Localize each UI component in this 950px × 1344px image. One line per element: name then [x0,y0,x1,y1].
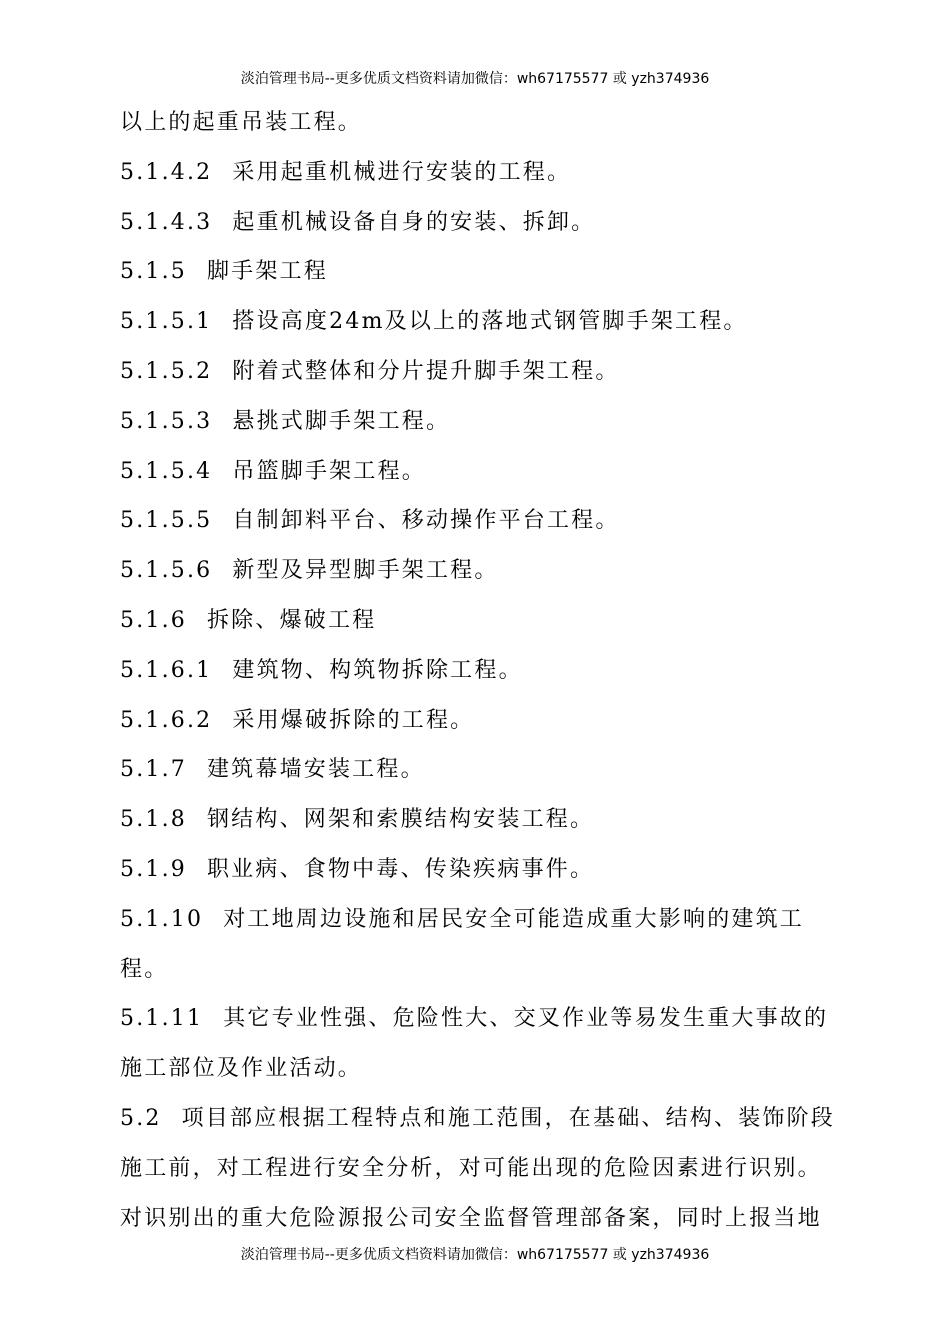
clause-text: 自制卸料平台、移动操作平台工程。 [232,508,620,534]
clause-number: 5.1.5.1 [120,309,213,335]
paragraph-line [120,1144,832,1194]
paragraph-line [120,1194,832,1244]
paragraph-line [120,397,832,447]
clause-text: 搭设高度24m及以上的落地式钢管脚手架工程。 [232,309,748,335]
paragraph-line [120,546,832,596]
clause-number: 5.1.10 [120,906,204,932]
paragraph-line [120,1094,835,1144]
clause-number: 5.1.9 [120,856,187,882]
clause-number: 5.2 [120,1105,162,1131]
document-body [120,98,835,1243]
clause-text: 采用起重机械进行安装的工程。 [232,159,572,185]
paragraph-line [120,98,832,148]
paragraph-line [120,646,832,696]
clause-number: 5.1.7 [120,757,187,783]
paragraph-line [120,845,832,895]
paragraph-line [120,247,832,297]
paragraph-line [120,297,832,347]
paragraph-line [120,895,832,945]
clause-number: 5.1.5.3 [120,408,213,434]
clause-number: 5.1.6.1 [120,657,213,683]
clause-number: 5.1.5.6 [120,558,213,584]
clause-text: 对识别出的重大危险源报公司安全监督管理部备案，同时上报当地 [120,1205,822,1231]
paragraph-line [120,945,832,995]
clause-text: 对工地周边设施和居民安全可能造成重大影响的建筑工 [223,906,804,932]
paragraph-line [120,1044,832,1094]
paragraph-line [120,496,832,546]
paragraph-line [120,745,832,795]
clause-number: 5.1.11 [120,1006,204,1032]
clause-number: 5.1.5.4 [120,458,213,484]
clause-text: 吊篮脚手架工程。 [232,458,426,484]
clause-text: 建筑幕墙安装工程。 [206,757,425,783]
clause-text: 程。 [120,956,169,982]
page-footer: 淡泊管理书局--更多优质文档资料请加微信：wh67175577 或 yzh374936 [240,1247,710,1263]
clause-text: 项目部应根据工程特点和施工范围，在基础、结构、装饰阶段 [181,1105,835,1131]
clause-text: 拆除、爆破工程 [206,607,377,633]
paragraph-line [120,994,832,1044]
clause-number: 5.1.6.2 [120,707,213,733]
clause-text: 以上的起重吊装工程。 [120,110,363,135]
clause-text: 新型及异型脚手架工程。 [232,558,499,584]
clause-text: 职业病、食物中毒、传染疾病事件。 [206,856,595,882]
clause-number: 5.1.4.2 [120,159,213,185]
clause-text: 悬挑式脚手架工程。 [232,408,451,434]
paragraph-line [120,347,832,397]
clause-text: 钢结构、网架和索膜结构安装工程。 [206,807,595,833]
paragraph-line [120,148,832,198]
clause-text: 脚手架工程 [206,259,328,285]
clause-text: 施工前，对工程进行安全分析，对可能出现的危险因素进行识别。 [120,1155,822,1181]
clause-number: 5.1.5.5 [120,508,213,534]
paragraph-line [120,596,832,646]
clause-number: 5.1.6 [120,607,187,633]
clause-number: 5.1.5 [120,259,187,285]
clause-text: 采用爆破拆除的工程。 [232,707,475,733]
clause-text: 施工部位及作业活动。 [120,1056,363,1082]
clause-text: 建筑物、构筑物拆除工程。 [232,657,523,683]
paragraph-line [120,447,832,497]
paragraph-line [120,795,832,845]
clause-text: 起重机械设备自身的安装、拆卸。 [232,209,596,235]
clause-text: 附着式整体和分片提升脚手架工程。 [232,358,620,384]
clause-text: 其它专业性强、危险性大、交叉作业等易发生重大事故的 [223,1006,829,1032]
clause-number: 5.1.8 [120,807,187,833]
page-header: 淡泊管理书局--更多优质文档资料请加微信：wh67175577 或 yzh374936 [240,71,710,87]
paragraph-line [120,198,832,248]
clause-number: 5.1.4.3 [120,209,213,235]
paragraph-line [120,696,832,746]
clause-number: 5.1.5.2 [120,358,213,384]
